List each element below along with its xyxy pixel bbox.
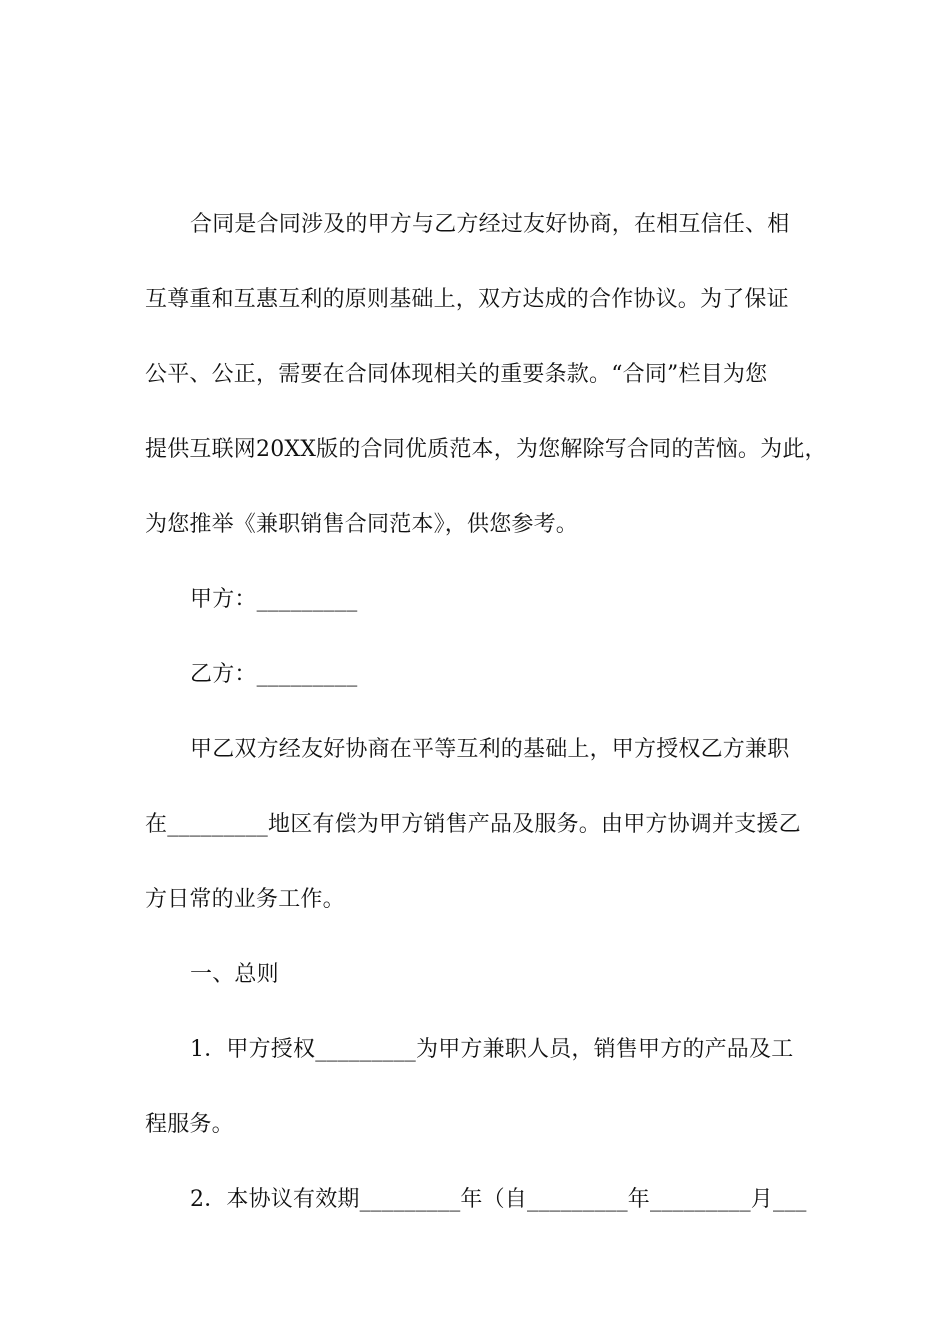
party-a-line: 甲方：_________ xyxy=(190,587,358,612)
intro-paragraph-line-3: 公平、公正，需要在合同体现相关的重要条款。“合同”栏目为您 xyxy=(145,362,768,387)
party-b-line: 乙方：_________ xyxy=(190,662,358,687)
intro-paragraph-line-1: 合同是合同涉及的甲方与乙方经过友好协商，在相互信任、相 xyxy=(190,212,790,237)
section-heading-general: 一、总则 xyxy=(190,962,279,987)
agreement-paragraph-line-3: 方日常的业务工作。 xyxy=(145,887,345,912)
intro-paragraph-line-4: 提供互联网20XX版的合同优质范本，为您解除写合同的苦恼。为此， xyxy=(145,437,827,462)
clause-1-line-1: 1．甲方授权_________为甲方兼职人员，销售甲方的产品及工 xyxy=(190,1037,794,1062)
clause-1-line-2: 程服务。 xyxy=(145,1112,234,1137)
intro-paragraph-line-5: 为您推举《兼职销售合同范本》，供您参考。 xyxy=(145,512,579,537)
intro-paragraph-line-2: 互尊重和互惠互利的原则基础上，双方达成的合作协议。为了保证 xyxy=(145,287,789,312)
agreement-paragraph-line-1: 甲乙双方经友好协商在平等互利的基础上，甲方授权乙方兼职 xyxy=(190,737,790,762)
clause-2-line-1: 2．本协议有效期_________年（自_________年_________月___ xyxy=(190,1187,807,1212)
agreement-paragraph-line-2: 在_________地区有偿为甲方销售产品及服务。由甲方协调并支援乙 xyxy=(145,812,801,837)
